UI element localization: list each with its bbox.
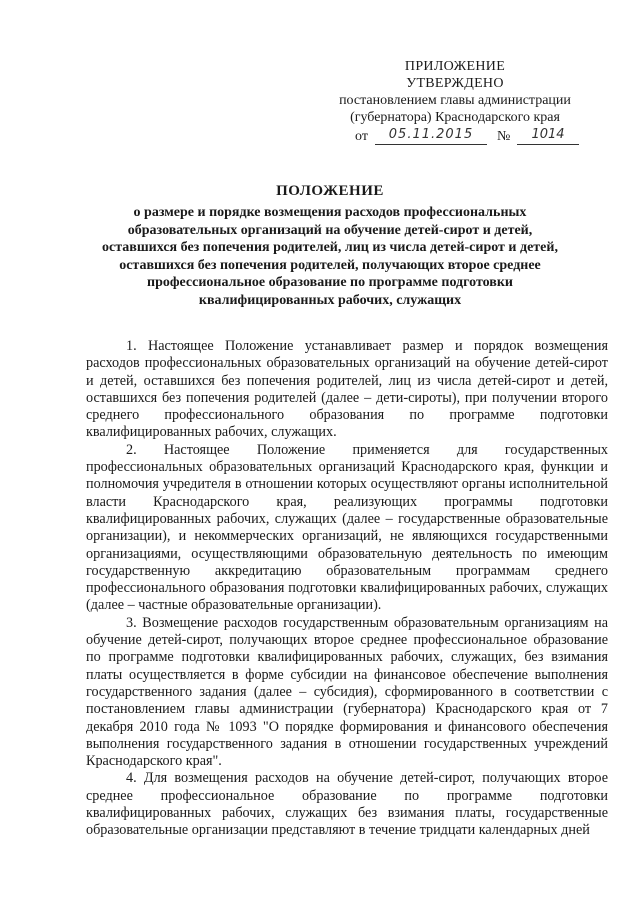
decree-number: 1014 (517, 127, 579, 145)
title-line: оставшихся без попечения родителей, получающих второе среднее (119, 257, 541, 273)
appendix-label: ПРИЛОЖЕНИЕ (404, 59, 506, 74)
decree-line: постановлением главы администрации (339, 93, 571, 108)
approved-label: УТВЕРЖДЕНО (406, 76, 504, 91)
paragraph: 1. Настоящее Положение устанавливает размер и порядок возмещения расходов профессиональных образовательных организаций на обучение детей-сирот и детей, оставшихся без попечения родителей, лиц из числа детей-сирот и детей, оставшихся без попечения родителей (далее – дети-сироты), при получении второго среднего профессионального образования по программе подготовки квалифицированных рабочих, служащих. (86, 338, 608, 441)
paragraph: 4. Для возмещения расходов на обучение детей-сирот, получающих второе среднее профессиональное образование по программе подготовки квалифицированных рабочих, служащих без взимания платы, государственные образовательные организации представляют в течение тридцати календарных дней (86, 770, 608, 839)
title-line: о размере и порядке возмещения расходов профессиональных (133, 205, 527, 220)
title-line: оставшихся без попечения родителей, лиц из числа детей-сирот и детей, (102, 240, 558, 255)
title-line: образовательных организаций на обучение детей-сирот и детей, (127, 222, 533, 238)
document-title (60, 183, 600, 309)
decree-date: 05.11.2015 (375, 127, 487, 145)
title-main: ПОЛОЖЕНИЕ (276, 183, 384, 199)
title-line: профессиональное образование по программе подготовки (147, 275, 513, 290)
paragraph: 2. Настоящее Положение применяется для государственных профессиональных образовательных организаций Краснодарского края, функции и полномочия учредителя в отношении которых осуществляют органы исполнительной власти Краснодарского края, реализующих программы подготовки квалифицированных рабочих, служащих (далее – государственные образовательные организации), и некоммерческих организаций, не являющихся государственными организациями, осуществляющими образовательную деятельность по имеющим государственную аккредитацию образовательным программам среднего профессионального образования подготовки квалифицированных рабочих, служащих (далее – частные образовательные организации). (86, 441, 608, 614)
paragraph: 3. Возмещение расходов государственным образовательным организациям на обучение детей-сирот, получающих второе среднее профессиональное образование по программе подготовки квалифицированных рабочих, служащих, без взимания платы осуществляется в форме субсидии на финансовое обеспечение выполнения государственного задания (далее – субсидия), сформированного в соответствии с постановлением главы администрации (губернатора) Краснодарского края от 7 декабря 2010 года № 1093 "О порядке формирования и финансового обеспечения выполнения государственного задания в отношении государственных учреждений Краснодарского края". (86, 614, 608, 770)
decree-date-number (355, 127, 595, 147)
governor-line: (губернатора) Краснодарского края (350, 110, 560, 125)
approval-block (320, 58, 590, 126)
title-line: квалифицированных рабочих, служащих (198, 292, 462, 308)
document-body (86, 338, 608, 840)
number-sign: № (497, 129, 511, 144)
date-prefix: от (355, 129, 368, 144)
